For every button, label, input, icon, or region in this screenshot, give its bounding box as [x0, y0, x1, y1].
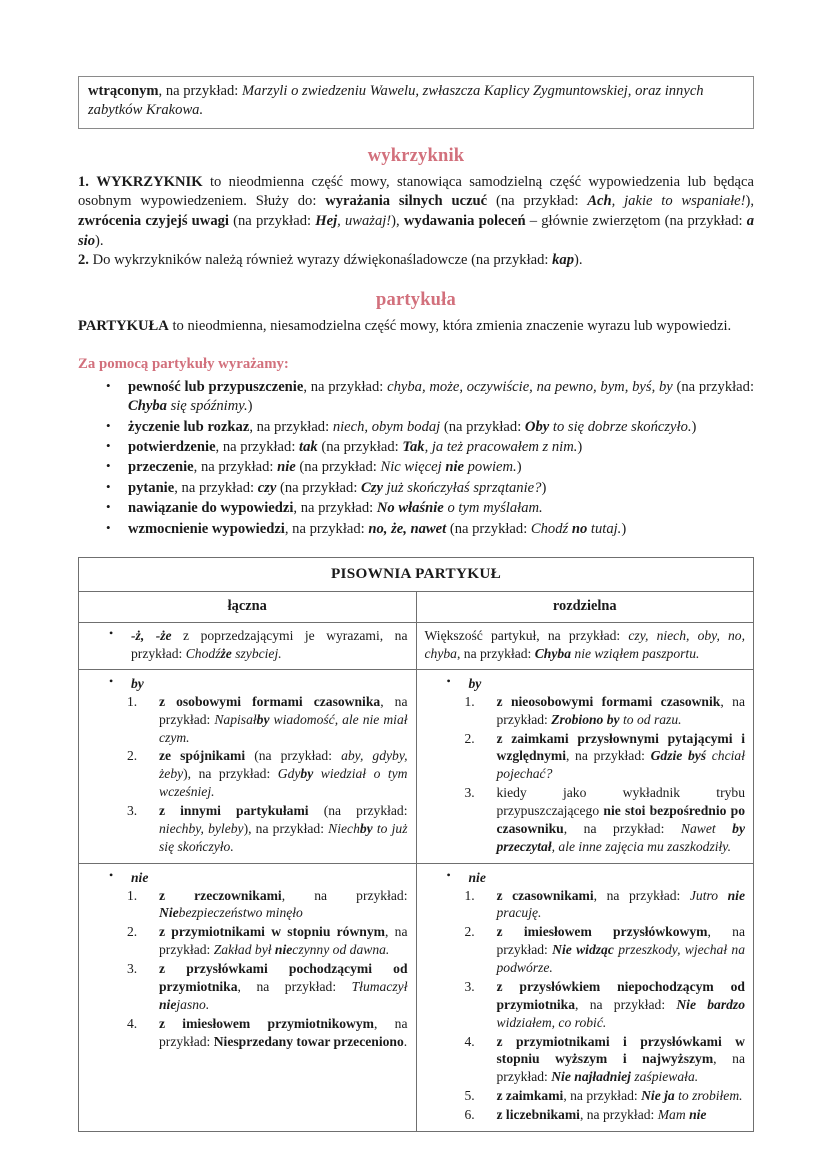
- quoted-note-box: [78, 76, 754, 129]
- cell-bullet-head: • nie: [425, 869, 746, 887]
- numbered-list: [87, 887, 408, 1051]
- spacer: [78, 271, 754, 290]
- list-item: • życzenie lub rozkaz, na przykład: niech, obym bodaj (na przykład: Oby to się dobrze skończyło.): [78, 418, 754, 437]
- cell-bullet-item: • -ż, -że z poprzedzającymi je wyrazami, na przykład: Chodźże szybciej.: [87, 627, 408, 663]
- numbered-item: 2. z imiesłowem przysłówkowym, na przykład: Nie widząc przeszkody, wjechał na podwórze.: [464, 924, 746, 976]
- spacer: [78, 337, 754, 356]
- wykrzyknik-p2-t2: ).: [574, 252, 583, 269]
- numbered-item: 1. z rzeczownikami, na przykład: Niebezpieczeństwo minęło: [127, 887, 408, 921]
- item-term: życzenie lub rozkaz: [128, 418, 250, 435]
- cell-laczna-nie: [79, 863, 417, 1131]
- wykrzyknik-p1-b3: wydawania poleceń: [403, 213, 526, 230]
- pisownia-partykul-table: [78, 557, 754, 1132]
- section-title-partykula: partykuła: [376, 289, 456, 310]
- cell-rozdzielna-wiekszosc: [416, 623, 754, 670]
- item-term: przeczenie: [128, 459, 194, 476]
- wykrzyknik-p1-t1: to nieodmienna część mowy, stanowiąca samodzielną część wypowiedzenia lub będąca osobnym wypowiedzeniem. Służy do:: [78, 173, 754, 210]
- numbered-item: 3. z innymi partykułami (na przykład: niechby, byleby), na przykład: Niechby to już się skończyło.: [127, 803, 408, 854]
- numbered-item: 1. z czasownikami, na przykład: Jutro nie pracuję.: [464, 887, 745, 921]
- wykrzyknik-p2-t1: Do wykrzykników należą również wyrazy dźwiękonaśladowcze (na przykład:: [88, 252, 553, 269]
- table-title-row: [79, 558, 754, 592]
- numbered-item: 6. z liczebnikami, na przykład: Mam nie: [464, 1107, 707, 1123]
- cell-bullet-head: • by: [425, 675, 746, 693]
- numbered-item: 4. z przymiotnikami i przysłówkami w stopniu wyższym i najwyższym, na przykład: Nie najładniej zaśpiewała.: [464, 1033, 745, 1085]
- top-box-example: Marzyli o zwiedzeniu Wawelu, zwłaszcza Kaplicy Zygmuntowskiej, oraz innych zabytków Krakowa.: [88, 83, 704, 119]
- wykrzyknik-p1-t2: (na przykład:: [487, 193, 588, 210]
- list-item: • pewność lub przypuszczenie, na przykład: chyba, może, oczywiście, na pewno, bym, byś, by (na przykład: Chyba się spóźnimy.): [78, 378, 754, 417]
- cell-rozdzielna-nie: [416, 863, 754, 1131]
- item-term: pewność lub przypuszczenie: [128, 378, 304, 395]
- numbered-list: [425, 693, 746, 856]
- cell-bullet-head: • nie: [87, 869, 408, 887]
- list-item: • wzmocnienie wypowiedzi, na przykład: no, że, nawet (na przykład: Chodź no tutaj.): [78, 520, 754, 539]
- table-row: [79, 623, 754, 670]
- list-item: • przeczenie, na przykład: nie (na przykład: Nic więcej nie powiem.): [78, 458, 754, 477]
- wykrzyknik-p1-ex2-i: , uważaj!: [337, 213, 392, 230]
- wykrzyknik-p1-ex1-i: , jakie to wspaniałe!: [611, 193, 746, 210]
- wykrzyknik-p1-t5: ),: [391, 213, 404, 230]
- list-item: • pytanie, na przykład: czy (na przykład: Czy już skończyłaś sprzątanie?): [78, 479, 754, 498]
- wykrzyknik-term: WYKRZYKNIK: [96, 173, 203, 190]
- wykrzyknik-p1-t6: – głównie zwierzętom (na przykład:: [525, 213, 747, 230]
- cell-bullet-head: • by: [87, 675, 408, 693]
- numbered-item: 1. z nieosobowymi formami czasownik, na przykład: Zrobiono by to od razu.: [464, 693, 745, 727]
- item-term: wzmocnienie wypowiedzi: [128, 520, 285, 537]
- table-header-row: [79, 592, 754, 623]
- numbered-item: 2. ze spójnikami (na przykład: aby, gdyby, żeby), na przykład: Gdyby wiedział o tym wcześniej.: [127, 748, 408, 800]
- partykula-definition: [78, 317, 754, 337]
- top-box-mid: , na przykład:: [158, 83, 243, 99]
- list-item: • nawiązanie do wypowiedzi, na przykład: No właśnie o tym myślałam.: [78, 499, 754, 518]
- numbered-item: 2. z zaimkami przysłownymi pytającymi i względnymi, na przykład: Gdzie byś chciał pojechać?: [464, 730, 745, 782]
- numbered-list: [87, 693, 408, 856]
- table-row: [79, 863, 754, 1131]
- partykula-term: PARTYKUŁA: [78, 317, 169, 334]
- wykrzyknik-paragraph-2: [78, 251, 754, 271]
- table-title: PISOWNIA PARTYKUŁ: [79, 558, 754, 592]
- numbered-item: 3. z przysłówkiem niepochodzącym od przymiotnika, na przykład: Nie bardzo widziałem, co robić.: [464, 978, 746, 1030]
- wykrzyknik-p1-b1: wyrażania silnych uczuć: [325, 193, 488, 210]
- cell-rozdzielna-by: [416, 669, 754, 863]
- numbered-item: 3. z przysłówkami pochodzącymi od przymiotnika, na przykład: Tłumaczył niejasno.: [127, 961, 408, 1012]
- cell-text: Większość partykuł, na przykład: czy, niech, oby, no, chyba, na przykład: Chyba nie wziąłem paszportu.: [424, 628, 746, 662]
- partykula-list-heading: Za pomocą partykuły wyrażamy:: [78, 355, 289, 372]
- section-title-wykrzyknik: wykrzyknik: [367, 145, 465, 166]
- wykrzyknik-p1-b2: zwrócenia czyjejś uwagi: [78, 213, 229, 230]
- wykrzyknik-p1-ex1-bi: Ach: [587, 193, 612, 210]
- table-row: [79, 669, 754, 863]
- wykrzyknik-p1-t7: ).: [95, 232, 104, 249]
- numbered-item: 2. z przymiotnikami w stopniu równym, na przykład: Zakład był nieczynny od dawna.: [127, 924, 408, 958]
- wykrzyknik-p1-t3: ),: [745, 193, 754, 210]
- wykrzyknik-p1-num: 1.: [78, 173, 89, 190]
- wykrzyknik-p1-ex2-bi: Hej: [315, 213, 338, 230]
- wykrzyknik-paragraph-1: [78, 173, 754, 252]
- partykula-definition-text: to nieodmienna, niesamodzielna część mowy, która zmienia znaczenie wyrazu lub wypowiedzi.: [168, 317, 732, 334]
- wykrzyknik-p2-num: 2.: [78, 252, 89, 269]
- column-header-rozdzielna: rozdzielna: [416, 592, 754, 623]
- list-item: • potwierdzenie, na przykład: tak (na przykład: Tak, ja też pracowałem z nim.): [78, 438, 754, 457]
- column-header-laczna: łączna: [79, 592, 417, 623]
- numbered-item: 1. z osobowymi formami czasownika, na przykład: Napisałby wiadomość, ale nie miał czym.: [127, 693, 408, 745]
- numbered-item: 5. z zaimkami, na przykład: Nie ja to zrobiłem.: [464, 1088, 743, 1104]
- wykrzyknik-p1-ex3-bi: a sio: [78, 213, 755, 249]
- numbered-list: [425, 887, 746, 1124]
- top-box-lead: wtrąconym: [88, 83, 159, 99]
- wykrzyknik-p1-t4: (na przykład:: [228, 213, 316, 230]
- partykula-usage-list: [78, 378, 754, 540]
- numbered-item: 3. kiedy jako wykładnik trybu przypuszczającego nie stoi bezpośrednio po czasowniku, na przykład: Nawet by przeczytał, ale inne zajęcia mu zaszkodziły.: [464, 785, 746, 854]
- cell-laczna-z: [79, 623, 417, 670]
- item-term: potwierdzenie: [128, 438, 216, 455]
- numbered-item: 4. z imiesłowem przymiotnikowym, na przykład: Niesprzedany towar przeceniono.: [127, 1015, 408, 1049]
- item-term: pytanie: [128, 479, 175, 496]
- item-term: nawiązanie do wypowiedzi: [128, 500, 294, 517]
- wykrzyknik-p2-ex-bi: kap: [552, 252, 575, 269]
- cell-laczna-by: [79, 669, 417, 863]
